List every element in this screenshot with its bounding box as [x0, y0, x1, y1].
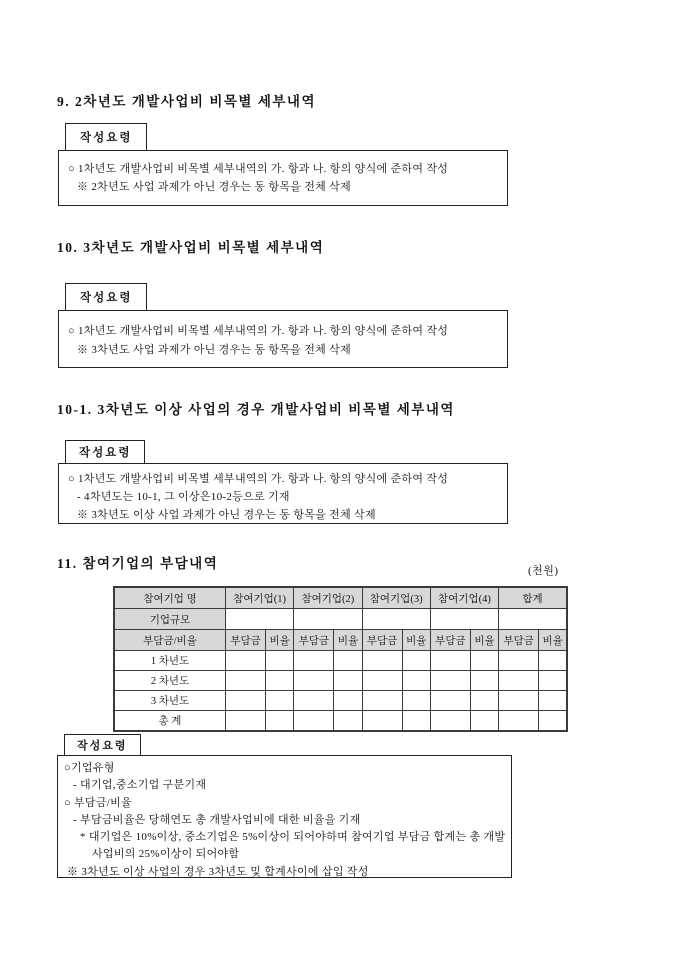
table-empty-cell [294, 711, 334, 732]
guide-line: ○ 1차년도 개발사업비 비목별 세부내역의 가. 항과 나. 항의 양식에 준하여 작성 [68, 325, 449, 337]
table-empty-cell [334, 711, 362, 732]
table-row-label: 3 차년도 [114, 691, 225, 711]
table-empty-cell [539, 671, 567, 691]
table-empty-cell [266, 711, 294, 732]
table-row-company-size [114, 609, 567, 630]
guide-tab-11: 작성요령 [64, 734, 141, 756]
guide-line: ※ 3차년도 사업 과제가 아닌 경우는 동 항목을 전체 삭제 [77, 344, 351, 356]
guide-line: - 부담금비율은 당해연도 총 개발사업비에 대한 비율을 기재 [73, 813, 361, 826]
table-empty-cell [225, 671, 265, 691]
table-empty-cell [266, 651, 294, 671]
table-empty-cell [362, 711, 402, 732]
table-empty-cell [225, 609, 293, 630]
table-empty-cell [430, 691, 470, 711]
table-empty-cell [334, 651, 362, 671]
table-row-label: 총 계 [114, 711, 225, 732]
table-empty-cell [294, 609, 362, 630]
guide-tab-9: 작성요령 [65, 123, 147, 151]
table-empty-cell [294, 691, 334, 711]
table-row-label: 기업규모 [114, 609, 225, 630]
guide-line: ※ 3차년도 이상 사업 과제가 아닌 경우는 동 항목을 전체 삭제 [77, 509, 376, 521]
section-10-title: 10. 3차년도 개발사업비 비목별 세부내역 [57, 240, 325, 255]
guide-body-10-1 [58, 463, 508, 524]
guide-tab-10: 작성요령 [65, 283, 147, 311]
table-header-cell: 비율 [539, 630, 567, 651]
table-empty-cell [499, 671, 539, 691]
table-header-cell: 비율 [402, 630, 430, 651]
guide-tab-10-1: 작성요령 [65, 440, 145, 464]
table-empty-cell [225, 711, 265, 732]
table-empty-cell [499, 691, 539, 711]
table-empty-cell [294, 651, 334, 671]
guide-line: ※ 2차년도 사업 과제가 아닌 경우는 동 항목을 전체 삭제 [77, 181, 351, 193]
guide-line: ○ 1차년도 개발사업비 비목별 세부내역의 가. 항과 나. 항의 양식에 준하여 작성 [68, 163, 449, 175]
guide-line: - 4차년도는 10-1, 그 이상은10-2등으로 기재 [77, 491, 290, 503]
table-header-cell: 부담금 [362, 630, 402, 651]
table-empty-cell [470, 711, 498, 732]
table-empty-cell [470, 671, 498, 691]
table-row-year1 [114, 651, 567, 671]
table-header-cell: 참여기업 명 [114, 587, 225, 609]
guide-body-9 [58, 150, 508, 206]
table-header-cell: 부담금 [499, 630, 539, 651]
table-empty-cell [539, 691, 567, 711]
table-header-cell: 부담금 [430, 630, 470, 651]
guide-body-11 [57, 755, 512, 878]
table-header-cell: 부담금 [294, 630, 334, 651]
table-empty-cell [430, 671, 470, 691]
table-header-cell: 비율 [266, 630, 294, 651]
guide-line: ※ 3차년도 이상 사업의 경우 3차년도 및 합계사이에 삽입 작성 [67, 865, 369, 878]
table-empty-cell [402, 691, 430, 711]
guide-box-11 [57, 734, 512, 878]
table-empty-cell [499, 651, 539, 671]
table-empty-cell [334, 691, 362, 711]
table-row-year3 [114, 691, 567, 711]
table-header-cell: 비율 [470, 630, 498, 651]
table-empty-cell [499, 711, 539, 732]
table-empty-cell [362, 691, 402, 711]
table-row-year2 [114, 671, 567, 691]
unit-label: (천원) [528, 565, 559, 577]
table-empty-cell [539, 651, 567, 671]
table-empty-cell [362, 609, 430, 630]
section-9-title: 9. 2차년도 개발사업비 비목별 세부내역 [57, 94, 316, 109]
table-row-label: 2 차년도 [114, 671, 225, 691]
table-empty-cell [470, 651, 498, 671]
table-subheader-row [114, 630, 567, 651]
table-empty-cell [266, 671, 294, 691]
table-empty-cell [402, 651, 430, 671]
table-header-cell: 참여기업(3) [362, 587, 430, 609]
guide-line: ○ 1차년도 개발사업비 비목별 세부내역의 가. 항과 나. 항의 양식에 준하여 작성 [68, 473, 449, 485]
participation-table [113, 586, 568, 732]
guide-line: ○ 부담금/비율 [64, 796, 132, 809]
table-empty-cell [470, 691, 498, 711]
table-empty-cell [402, 671, 430, 691]
guide-line: 사업비의 25%이상이 되어야함 [92, 848, 240, 861]
table-empty-cell [362, 651, 402, 671]
table-empty-cell [499, 609, 567, 630]
table-header-cell: 부담금 [225, 630, 265, 651]
section-10-1-title: 10-1. 3차년도 이상 사업의 경우 개발사업비 비목별 세부내역 [57, 402, 455, 417]
table-header-cell: 참여기업(1) [225, 587, 293, 609]
table-row-total [114, 711, 567, 732]
table-empty-cell [294, 671, 334, 691]
table-empty-cell [430, 651, 470, 671]
table-empty-cell [362, 671, 402, 691]
participation-table-wrap [113, 586, 568, 732]
guide-line: ○기업유형 [64, 762, 115, 774]
table-empty-cell [430, 711, 470, 732]
table-row-label: 부담금/비율 [114, 630, 225, 651]
table-empty-cell [225, 651, 265, 671]
guide-body-10 [58, 310, 508, 368]
table-empty-cell [539, 711, 567, 732]
table-header-cell: 참여기업(2) [294, 587, 362, 609]
table-empty-cell [266, 691, 294, 711]
table-empty-cell [430, 609, 498, 630]
table-row-label: 1 차년도 [114, 651, 225, 671]
table-header-row [114, 587, 567, 609]
table-header-cell: 참여기업(4) [430, 587, 498, 609]
table-header-cell: 비율 [334, 630, 362, 651]
table-header-cell: 합계 [499, 587, 567, 609]
guide-box-10-1 [58, 440, 508, 524]
table-empty-cell [334, 671, 362, 691]
guide-box-9 [58, 123, 508, 206]
guide-line: - 대기업,중소기업 구분기재 [73, 779, 207, 792]
table-empty-cell [225, 691, 265, 711]
guide-line: * 대기업은 10%이상, 중소기업은 5%이상이 되어야하며 참여기업 부담금 합계는 총 개발 [80, 831, 506, 844]
table-empty-cell [402, 711, 430, 732]
section-11-title: 11. 참여기업의 부담내역 [57, 556, 219, 571]
guide-box-10 [58, 283, 508, 368]
